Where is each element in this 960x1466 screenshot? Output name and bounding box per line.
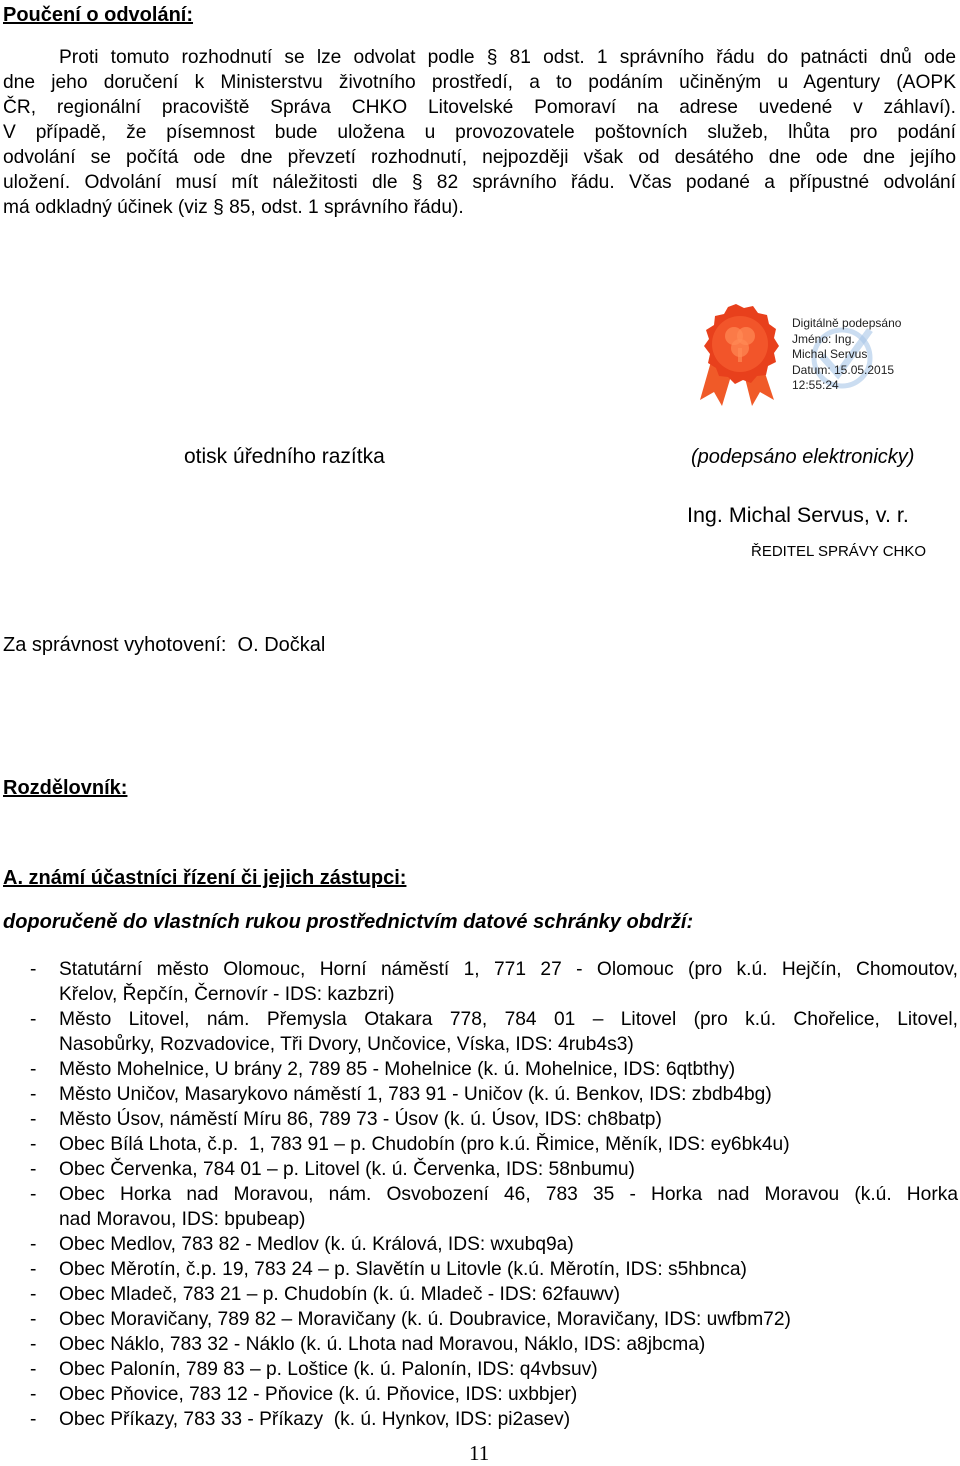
list-dash: -	[30, 1134, 37, 1155]
delivery-note: doporučeně do vlastních rukou prostřednictvím datové schránky obdrží:	[3, 911, 694, 933]
list-dash: -	[30, 1184, 37, 1205]
list-item-text: nad Moravou, IDS: bpubeap)	[59, 1209, 306, 1230]
signer-title: ŘEDITEL SPRÁVY CHKO	[751, 543, 927, 560]
list-item-text: Obec Moravičany, 789 82 – Moravičany (k. ú. Doubravice, Moravičany, IDS: uwfbm72)	[59, 1309, 791, 1330]
list-item-text: Obec Červenka, 784 01 – p. Litovel (k. ú. Červenka, IDS: 58nbumu)	[59, 1159, 635, 1180]
list-dash: -	[30, 1359, 37, 1380]
appeal-paragraph	[3, 45, 956, 220]
appeal-heading: Poučení o odvolání:	[3, 4, 194, 26]
digital-signature-line: Digitálně podepsáno	[792, 316, 902, 330]
list-dash: -	[30, 1309, 37, 1330]
list-dash: -	[30, 1109, 37, 1130]
appeal-line: V případě, že písemnost bude uložena u provozovatele poštovních služeb, lhůta pro podání	[3, 122, 956, 143]
list-dash: -	[30, 959, 37, 980]
list-item	[3, 1182, 958, 1232]
list-dash: -	[30, 1234, 37, 1255]
list-item-text: Obec Náklo, 783 32 - Náklo (k. ú. Lhota nad Moravou, Náklo, IDS: a8jbcma)	[59, 1334, 706, 1355]
section-a-heading: A. známí účastníci řízení či jejich zástupci:	[3, 867, 407, 889]
list-item-text: Obec Bílá Lhota, č.p. 1, 783 91 – p. Chudobín (pro k.ú. Řimice, Měník, IDS: ey6bk4u)	[59, 1134, 790, 1155]
stamp-label: otisk úředního razítka	[184, 445, 385, 468]
digital-signature-line: Datum: 15.05.2015	[792, 362, 895, 377]
appeal-line: dne jeho doručení k Ministerstvu životního prostředí, a to podáním učiněným u Agentury (AOPK	[3, 72, 956, 93]
appeal-line: má odkladný účinek (viz § 85, odst. 1 správního řádu).	[3, 197, 464, 218]
list-item-text: Město Uničov, Masarykovo náměstí 1, 783 91 - Uničov (k. ú. Benkov, IDS: zbdb4bg)	[59, 1084, 772, 1105]
list-item	[3, 1132, 958, 1157]
digital-signature-line: Michal Servus	[792, 347, 868, 361]
list-item	[3, 1382, 958, 1407]
list-item	[3, 1007, 958, 1057]
appeal-line: uložení. Odvolání musí mít náležitosti dle § 82 správního řádu. Včas podané a přípustné odvolání	[3, 172, 956, 193]
list-item	[3, 1307, 958, 1332]
list-item-text: Obec Mladeč, 783 21 – p. Chudobín (k. ú. Mladeč - IDS: 62fauwv)	[59, 1284, 620, 1305]
list-dash: -	[30, 1259, 37, 1280]
list-item-text: Obec Pňovice, 783 12 - Pňovice (k. ú. Pňovice, IDS: uxbbjer)	[59, 1384, 578, 1405]
list-item-text: Obec Měrotín, č.p. 19, 783 24 – p. Slavětín u Litovle (k.ú. Měrotín, IDS: s5hbnca)	[59, 1259, 747, 1280]
list-dash: -	[30, 1084, 37, 1105]
digital-signature-line: Jméno: Ing.	[792, 331, 855, 346]
list-dash: -	[30, 1284, 37, 1305]
list-item-text: Město Mohelnice, U brány 2, 789 85 - Mohelnice (k. ú. Mohelnice, IDS: 6qtbthy)	[59, 1059, 736, 1080]
appeal-line: Proti tomuto rozhodnutí se lze odvolat podle § 81 odst. 1 správního řádu do patnácti dnů ode	[59, 47, 956, 68]
appeal-line: ČR, regionální pracoviště Správa CHKO Litovelské Pomoraví na adrese uvedené v záhlaví).	[3, 97, 956, 118]
list-dash: -	[30, 1059, 37, 1080]
list-item	[3, 1107, 958, 1132]
list-item-text: Statutární město Olomouc, Horní náměstí 1, 771 27 - Olomouc (pro k.ú. Hejčín, Chomoutov,	[59, 959, 958, 980]
signer-name: Ing. Michal Servus, v. r.	[687, 503, 909, 527]
list-dash: -	[30, 1409, 37, 1430]
list-item-text: Město Litovel, nám. Přemysla Otakara 778, 784 01 – Litovel (pro k.ú. Chořelice, Litovel,	[59, 1009, 958, 1030]
list-item-text: Obec Příkazy, 783 33 - Příkazy (k. ú. Hynkov, IDS: pi2asev)	[59, 1409, 571, 1430]
list-item	[3, 1282, 958, 1307]
list-item	[3, 957, 958, 1007]
list-dash: -	[30, 1009, 37, 1030]
list-item	[3, 1357, 958, 1382]
digital-signature-line: 12:55:24	[792, 378, 839, 392]
list-item-text: Obec Horka nad Moravou, nám. Osvobození 46, 783 35 - Horka nad Moravou (k.ú. Horka	[59, 1184, 958, 1205]
seal-icon	[690, 300, 790, 410]
list-item	[3, 1407, 958, 1432]
appeal-line: odvolání se počítá ode dne převzetí rozhodnutí, nejpozději však od desátého dne ode dne jejího	[3, 147, 956, 168]
list-item-text: Křelov, Řepčín, Černovír - IDS: kazbzri)	[59, 984, 395, 1005]
list-dash: -	[30, 1334, 37, 1355]
correctness-line: Za správnost vyhotovení: O. Dočkal	[3, 634, 326, 656]
recipient-list	[3, 957, 958, 1432]
list-item	[3, 1332, 958, 1357]
list-item	[3, 1057, 958, 1082]
list-item-text: Nasobůrky, Rozvadovice, Tři Dvory, Unčovice, Víska, IDS: 4rub4s3)	[59, 1034, 634, 1055]
list-item	[3, 1157, 958, 1182]
list-item	[3, 1082, 958, 1107]
list-item	[3, 1257, 958, 1282]
distribution-heading: Rozdělovník:	[3, 777, 128, 799]
list-item-text: Obec Medlov, 783 82 - Medlov (k. ú. Králová, IDS: wxubq9a)	[59, 1234, 574, 1255]
page-number: 11	[469, 1441, 490, 1465]
list-item-text: Město Úsov, náměstí Míru 86, 789 73 - Úsov (k. ú. Úsov, IDS: ch8batp)	[59, 1109, 662, 1130]
digital-signature-info	[792, 316, 901, 394]
list-dash: -	[30, 1159, 37, 1180]
signed-label: (podepsáno elektronicky)	[691, 446, 915, 468]
list-item-text: Obec Palonín, 789 83 – p. Loštice (k. ú. Palonín, IDS: q4vbsuv)	[59, 1359, 598, 1380]
list-item	[3, 1232, 958, 1257]
list-dash: -	[30, 1384, 37, 1405]
